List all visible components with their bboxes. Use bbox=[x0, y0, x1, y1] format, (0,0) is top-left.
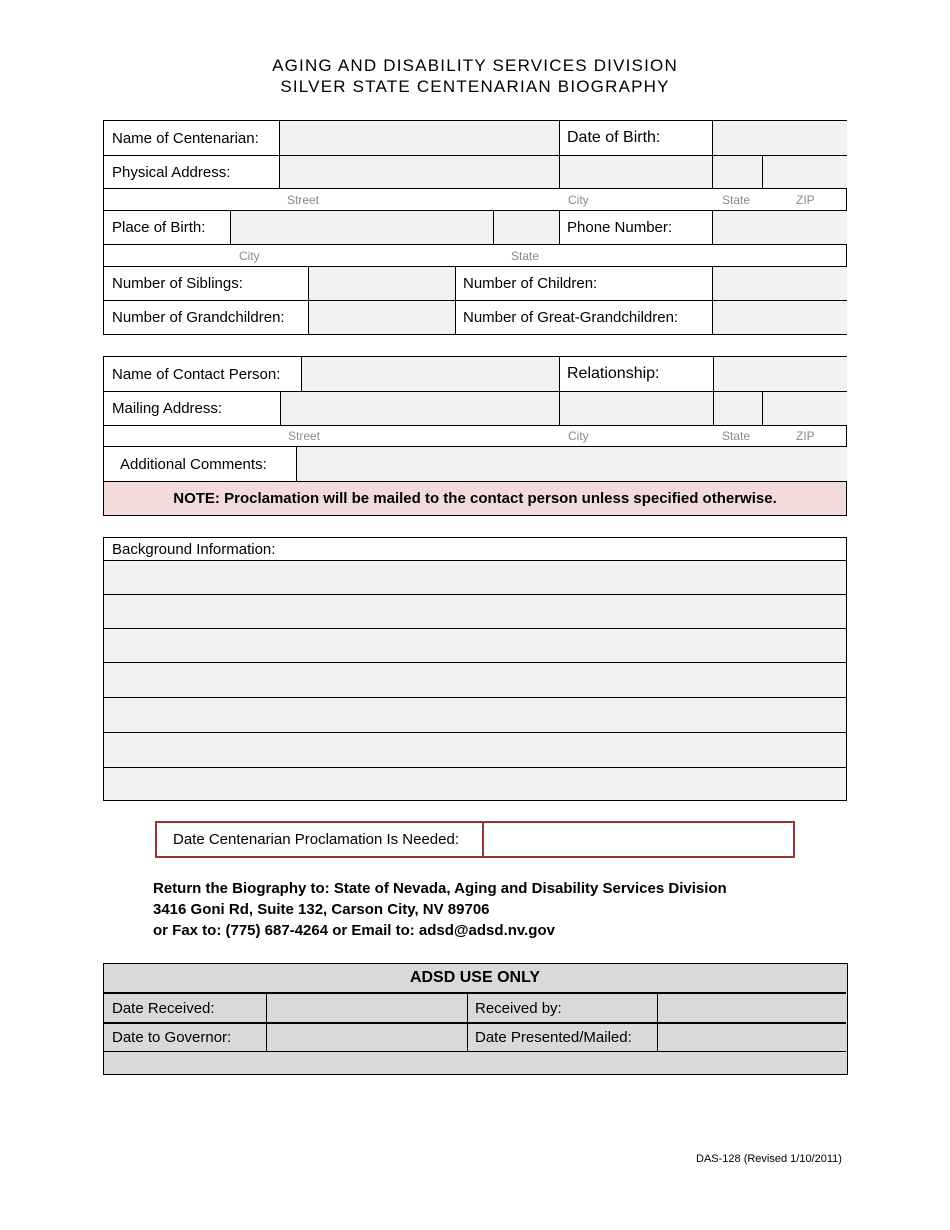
background-line[interactable] bbox=[104, 663, 846, 697]
phone-number-label: Phone Number: bbox=[567, 219, 673, 236]
great-grandchildren-label: Number of Great-Grandchildren: bbox=[463, 309, 679, 326]
grandchildren-label: Number of Grandchildren: bbox=[112, 309, 285, 326]
pob-city-field[interactable] bbox=[231, 211, 493, 244]
state-sublabel: State bbox=[722, 193, 751, 207]
pob-state-field[interactable] bbox=[494, 211, 559, 244]
siblings-label: Number of Siblings: bbox=[112, 275, 243, 292]
form-title: SILVER STATE CENTENARIAN BIOGRAPHY bbox=[280, 77, 670, 96]
date-received-field[interactable] bbox=[267, 994, 467, 1022]
children-label: Number of Children: bbox=[463, 275, 598, 292]
great-grandchildren-field[interactable] bbox=[713, 301, 847, 334]
contact-name-label: Name of Contact Person: bbox=[112, 365, 281, 383]
background-label: Background Information: bbox=[112, 540, 276, 558]
background-line[interactable] bbox=[104, 629, 846, 662]
phone-number-field[interactable] bbox=[713, 211, 847, 244]
children-field[interactable] bbox=[713, 267, 847, 300]
mailing-note: NOTE: Proclamation will be mailed to the contact person unless specified otherwise. bbox=[104, 482, 846, 515]
mailing-city-sublabel: City bbox=[568, 429, 589, 443]
mailing-city-field[interactable] bbox=[560, 392, 713, 425]
proclamation-date-label: Date Centenarian Proclamation Is Needed: bbox=[173, 831, 459, 848]
grandchildren-field[interactable] bbox=[309, 301, 455, 334]
mailing-zip-field[interactable] bbox=[763, 392, 847, 425]
relationship-label: Relationship: bbox=[567, 365, 660, 382]
zip-sublabel: ZIP bbox=[796, 193, 815, 207]
centenarian-name-field[interactable] bbox=[280, 121, 559, 155]
date-presented-label: Date Presented/Mailed: bbox=[475, 1029, 632, 1046]
date-presented-field[interactable] bbox=[658, 1024, 846, 1051]
date-to-governor-label: Date to Governor: bbox=[112, 1029, 232, 1046]
physical-zip-field[interactable] bbox=[763, 156, 847, 188]
additional-comments-label: Additional Comments: bbox=[120, 455, 267, 473]
street-sublabel: Street bbox=[287, 193, 320, 207]
centenarian-name-label: Name of Centenarian: bbox=[112, 129, 259, 147]
return-street-line: 3416 Goni Rd, Suite 132, Carson City, NV 89706 bbox=[153, 901, 490, 918]
mailing-state-field[interactable] bbox=[714, 392, 762, 425]
form-agency-title: AGING AND DISABILITY SERVICES DIVISION bbox=[272, 56, 678, 75]
physical-city-field[interactable] bbox=[560, 156, 712, 188]
received-by-field[interactable] bbox=[658, 994, 846, 1022]
city-sublabel: City bbox=[568, 193, 589, 207]
pob-state-sublabel: State bbox=[511, 249, 540, 263]
mailing-zip-sublabel: ZIP bbox=[796, 429, 815, 443]
background-line[interactable] bbox=[104, 733, 846, 767]
adsd-title: ADSD USE ONLY bbox=[409, 969, 541, 986]
mailing-street-sublabel: Street bbox=[288, 429, 321, 443]
physical-state-field[interactable] bbox=[713, 156, 762, 188]
background-line[interactable] bbox=[104, 595, 846, 628]
return-address-line: Return the Biography to: State of Nevada, Aging and Disability Services Division bbox=[153, 880, 727, 897]
mailing-address-label: Mailing Address: bbox=[112, 400, 223, 417]
mailing-state-sublabel: State bbox=[722, 429, 751, 443]
pob-city-sublabel: City bbox=[239, 249, 260, 263]
centenarian-section bbox=[103, 120, 847, 335]
proclamation-date-field[interactable] bbox=[484, 823, 793, 856]
mailing-street-field[interactable] bbox=[281, 392, 559, 425]
received-by-label: Received by: bbox=[475, 999, 562, 1017]
return-contact-line: or Fax to: (775) 687-4264 or Email to: adsd@adsd.nv.gov bbox=[153, 922, 555, 939]
date-of-birth-label: Date of Birth: bbox=[567, 129, 661, 146]
background-line[interactable] bbox=[104, 768, 846, 800]
additional-comments-field[interactable] bbox=[297, 447, 847, 481]
place-of-birth-label: Place of Birth: bbox=[112, 219, 206, 236]
adsd-use-only-section bbox=[103, 963, 848, 1075]
contact-section bbox=[103, 356, 847, 516]
physical-address-label: Physical Address: bbox=[112, 163, 231, 181]
date-of-birth-field[interactable] bbox=[713, 121, 847, 155]
proclamation-date-box bbox=[155, 821, 795, 858]
background-line[interactable] bbox=[104, 561, 846, 594]
date-received-label: Date Received: bbox=[112, 999, 215, 1017]
siblings-field[interactable] bbox=[309, 267, 455, 300]
form-number: DAS-128 (Revised 1/10/2011) bbox=[696, 1153, 842, 1165]
contact-name-field[interactable] bbox=[302, 357, 559, 391]
relationship-field[interactable] bbox=[714, 357, 847, 391]
date-to-governor-field[interactable] bbox=[267, 1024, 467, 1051]
background-line[interactable] bbox=[104, 698, 846, 732]
background-section bbox=[103, 537, 847, 801]
physical-street-field[interactable] bbox=[280, 156, 559, 188]
